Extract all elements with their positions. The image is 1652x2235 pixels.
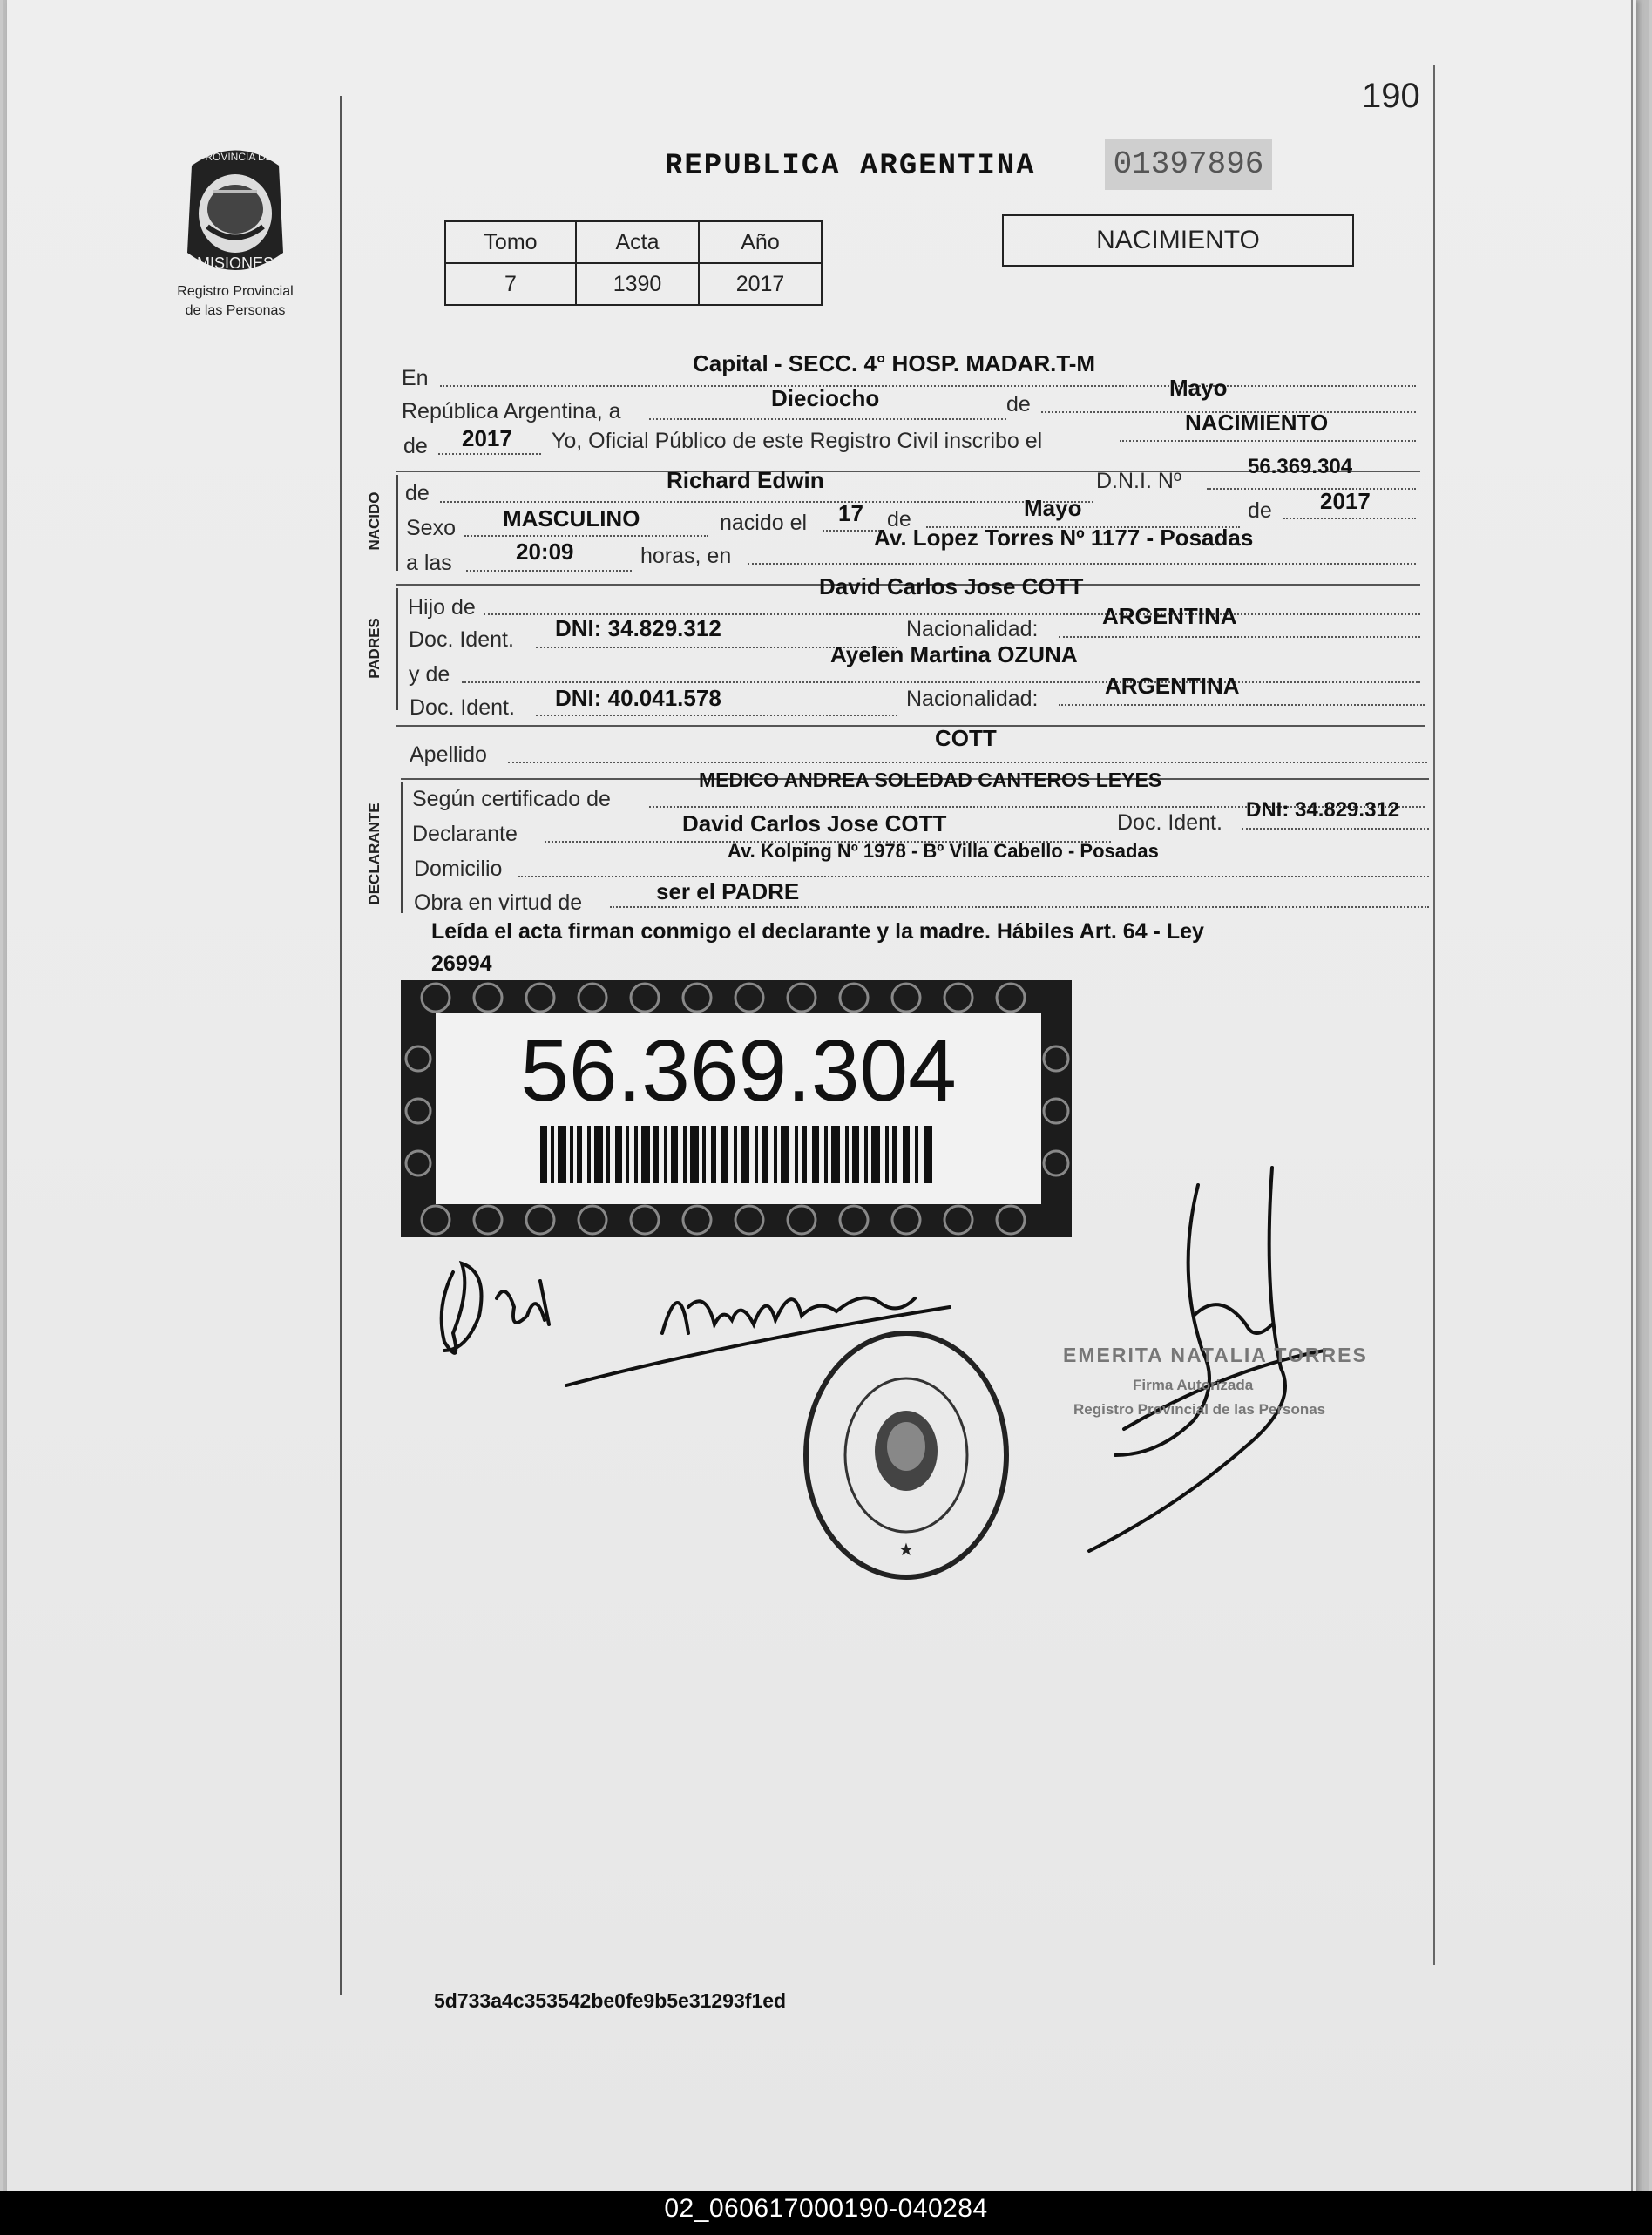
record-table (444, 220, 823, 306)
fill-line (649, 418, 1006, 420)
field-madre: Ayelen Martina OZUNA (830, 641, 1078, 667)
label-nacionalidad1: Nacionalidad: (906, 617, 1039, 641)
country-title: REPUBLICA ARGENTINA (665, 150, 1036, 183)
field-padre-doc: DNI: 34.829.312 (555, 615, 721, 641)
block-bracket (396, 475, 398, 571)
official-office: Registro Provincial de las Personas (1073, 1401, 1326, 1418)
field-hora: 20:09 (516, 538, 574, 565)
fill-line (1120, 440, 1416, 442)
barcode-icon (540, 1126, 941, 1183)
label-oficial: Yo, Oficial Público de este Registro Civil inscribo el (552, 429, 1043, 453)
field-nac-dia: 17 (838, 500, 863, 526)
field-nac-mes: Mayo (1024, 495, 1082, 521)
anio-header: Año (699, 221, 822, 263)
fill-line (1283, 518, 1416, 519)
fill-line (748, 563, 1416, 565)
fill-line (610, 906, 1429, 908)
fill-line (1242, 828, 1429, 830)
label-hijo-de: Hijo de (408, 595, 476, 620)
svg-text:MISIONES: MISIONES (196, 254, 274, 272)
field-madre-doc: DNI: 40.041.578 (555, 685, 721, 711)
field-certificado: MEDICO ANDREA SOLEDAD CANTEROS LEYES (699, 769, 1162, 791)
field-apellido: COTT (935, 725, 997, 751)
field-padre: David Carlos Jose COTT (819, 573, 1084, 599)
official-title: Firma Autorizada (1133, 1377, 1254, 1393)
official-name: EMERITA NATALIA TORRES (1063, 1344, 1368, 1366)
field-dia-letras: Dieciocho (771, 385, 880, 411)
label-de3: de (405, 481, 430, 505)
svg-text:PROVINCIA DE: PROVINCIA DE (198, 151, 273, 163)
field-tipo: NACIMIENTO (1185, 410, 1329, 436)
label-doc-ident3: Doc. Ident. (1117, 810, 1222, 835)
fill-line (1059, 704, 1425, 706)
tomo-header: Tomo (445, 221, 576, 263)
fill-line (438, 453, 541, 455)
fill-line (1207, 488, 1416, 490)
field-direccion-nac: Av. Lopez Torres Nº 1177 - Posadas (874, 525, 1254, 551)
sheet-edge (1631, 0, 1633, 2196)
acta-value: 1390 (576, 263, 699, 305)
dni-sticker-number: 56.369.304 (520, 1022, 957, 1120)
label-de4: de (887, 507, 911, 532)
serial-number: 01397896 (1105, 139, 1272, 190)
label-sexo: Sexo (406, 516, 456, 540)
label-apellido: Apellido (410, 742, 487, 767)
field-nombre: Richard Edwin (667, 467, 824, 493)
label-de5: de (1248, 498, 1272, 523)
field-obra: ser el PADRE (656, 878, 800, 904)
acta-header: Acta (576, 221, 699, 263)
label-segun: Según certificado de (412, 787, 611, 811)
field-padre-nac: ARGENTINA (1102, 603, 1237, 629)
province-coat-of-arms-icon (166, 139, 305, 288)
field-madre-nac: ARGENTINA (1105, 673, 1240, 699)
side-label-padres: PADRES (366, 618, 383, 679)
label-republica: República Argentina, a (402, 399, 621, 423)
logo-caption-line1: Registro Provincial (177, 284, 294, 299)
label-en: En (402, 366, 429, 390)
closing-text-line2: 26994 (431, 952, 492, 976)
side-label-nacido: NACIDO (366, 491, 383, 551)
label-de2: de (403, 434, 428, 458)
label-declarante: Declarante (412, 822, 518, 846)
label-nacido-el: nacido el (720, 511, 808, 535)
fill-line (440, 501, 1093, 503)
fill-line (508, 762, 1427, 763)
fill-line (536, 715, 897, 716)
closing-text-line1: Leída el acta firman conmigo el declarante y la madre. Hábiles Art. 64 - Ley (431, 919, 1204, 944)
fill-line (518, 876, 1429, 877)
block-separator (396, 725, 1425, 727)
field-lugar: Capital - SECC. 4° HOSP. MADAR.T-M (693, 350, 1096, 376)
field-dni: 56.369.304 (1248, 455, 1353, 478)
record-type-box: NACIMIENTO (1002, 214, 1354, 267)
fill-line (1059, 636, 1420, 638)
field-domicilio: Av. Kolping Nº 1978 - Bº Villa Cabello - Posadas (728, 840, 1159, 862)
field-nac-anio: 2017 (1320, 488, 1371, 514)
field-mes: Mayo (1169, 375, 1228, 401)
label-de1: de (1006, 392, 1031, 417)
label-horas-en: horas, en (640, 544, 732, 568)
label-y-de: y de (409, 662, 450, 687)
anio-value: 2017 (699, 263, 822, 305)
document-hash: 5d733a4c353542be0fe9b5e31293f1ed (434, 1989, 787, 2012)
svg-text:★: ★ (898, 1541, 914, 1560)
fill-line (464, 535, 708, 537)
label-domicilio: Domicilio (414, 857, 503, 881)
left-margin-rule (340, 96, 342, 1995)
fill-line (440, 385, 1416, 387)
label-dni: D.N.I. Nº (1096, 469, 1182, 493)
right-margin-rule (1433, 65, 1435, 1965)
tomo-value: 7 (445, 263, 576, 305)
side-label-declarante: DECLARANTE (366, 803, 383, 905)
fill-line (462, 681, 1420, 683)
field-anio: 2017 (462, 425, 512, 451)
block-bracket (401, 782, 403, 913)
field-declarante-doc: DNI: 34.829.312 (1246, 798, 1400, 822)
label-doc-ident2: Doc. Ident. (410, 695, 515, 720)
page-number: 190 (1362, 77, 1420, 115)
field-sexo: MASCULINO (503, 505, 640, 532)
fill-line (466, 570, 632, 572)
label-nacionalidad2: Nacionalidad: (906, 687, 1039, 711)
label-a-las: a las (406, 551, 452, 575)
logo-caption-line2: de las Personas (185, 303, 286, 318)
label-doc-ident1: Doc. Ident. (409, 627, 514, 652)
block-bracket (396, 588, 398, 710)
footer-filename: 02_060617000190-040284 (664, 2194, 988, 2223)
field-declarante: David Carlos Jose COTT (682, 810, 947, 836)
label-obra: Obra en virtud de (414, 891, 583, 915)
delegation-seal (797, 1324, 1015, 1586)
